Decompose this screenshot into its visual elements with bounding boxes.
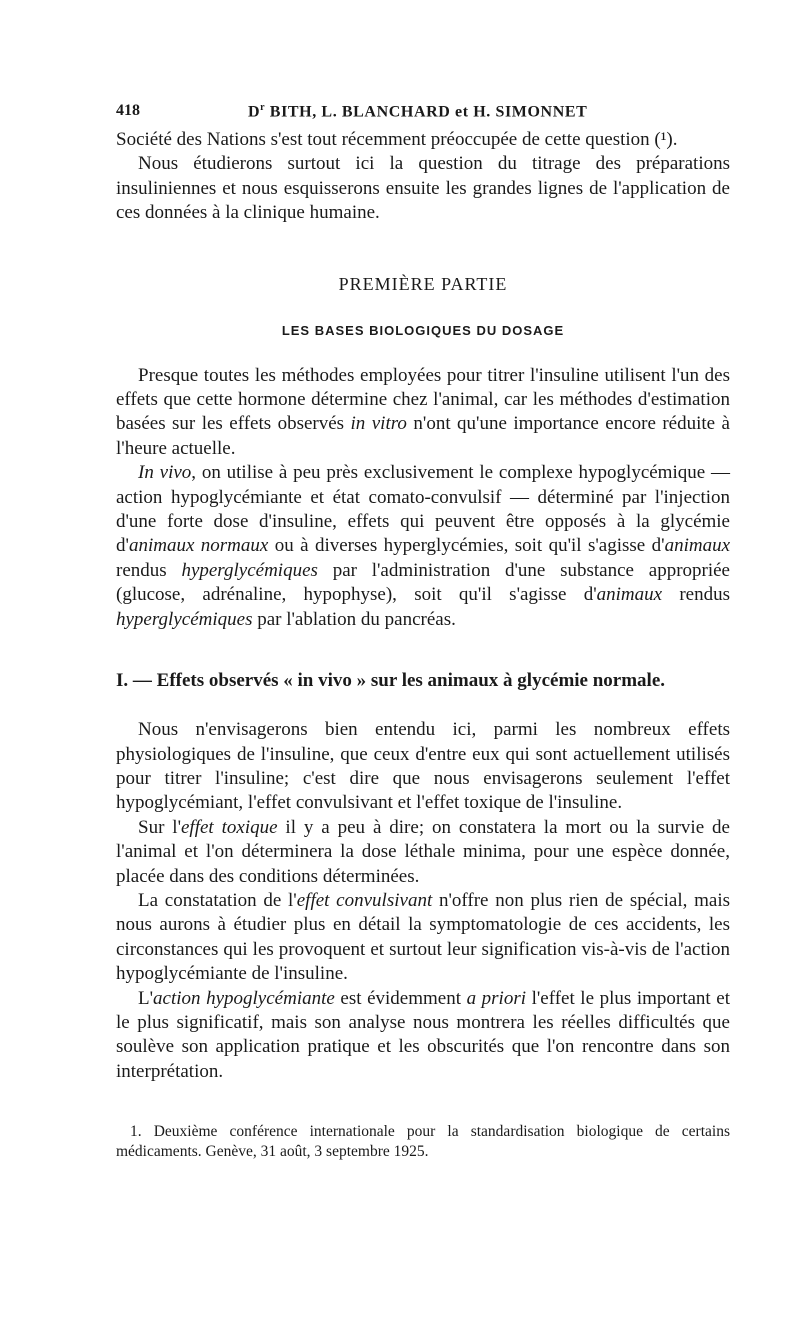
page xyxy=(116,102,730,1162)
authors-dr: D xyxy=(248,103,261,121)
intro-paragraph: Nous étudierons surtout ici la question du titrage des préparations insuliniennes et nous esquisserons ensuite les grandes lignes de l'application de ces données à la clinique humaine. xyxy=(116,153,730,224)
p2-italic-animaux-2: animaux xyxy=(596,584,663,606)
p2-italic-animaux-1: animaux xyxy=(664,535,730,557)
running-header xyxy=(116,102,730,128)
page-number: 418 xyxy=(116,102,140,119)
p6-text-c: est évidemment xyxy=(334,987,467,1009)
footnote-number: 1. xyxy=(130,1123,142,1141)
paragraph-toxic-effect xyxy=(116,816,730,889)
p4-italic: effet toxique xyxy=(181,816,278,838)
p5-text-a: La constatation de l' xyxy=(138,889,297,911)
p2-italic-hyperglycemiques-1: hyperglycémiques xyxy=(181,559,318,581)
p1-italic-in-vitro: in vitro xyxy=(350,413,407,435)
p2-italic-animaux-normaux: animaux normaux xyxy=(128,535,269,557)
footnote-text: Deuxième conférence internationale pour la standardisation biologique de certains médicaments. Genève, 31 août, 3 septembre 1925. xyxy=(116,1123,730,1161)
p4-text-a: Sur l' xyxy=(138,816,181,838)
part-title: PREMIÈRE PARTIE xyxy=(338,273,508,294)
p2-text-h: par l'administration d'une substance appropriée (glucose, adrénaline, hypophyse), soit qu'il s'agisse d' xyxy=(116,559,730,606)
paragraph-effects: Nous n'envisagerons bien entendu ici, parmi les nombreux effets physiologiques de l'insuline, que ceux d'entre eux qui sont actuellement utilisés pour titrer l'insuline; c'est dire que nous envisagerons seulement l'effet hypoglycémiant, l'effet convulsivant et l'effet toxique de l'insuline. xyxy=(116,719,730,814)
p5-italic: effet convulsivant xyxy=(296,889,433,911)
paragraph-hypoglycemic-action xyxy=(116,987,730,1085)
paragraph-convulsive-effect xyxy=(116,889,730,987)
p2-italic-in-vivo: In vivo xyxy=(138,462,192,484)
footnote xyxy=(116,1122,730,1162)
p4-text-c: il y a peu à dire; on constatera la mort ou la survie de l'animal et l'on déterminera la dose léthale minima, pour une espèce donnée, placée dans des conditions déterminées. xyxy=(116,816,730,887)
p1-text-a: Presque toutes les méthodes employées pour titrer l'insuline utilisent l'un des effets que cette hormone détermine chez l'animal, car les méthodes d'estimation basées sur les effets observés xyxy=(116,364,730,435)
intro-line: Société des Nations s'est tout récemment préoccupée de cette question (¹). xyxy=(116,129,678,150)
p2-text-d: ou à diverses hyperglycémies, soit qu'il s'agisse d' xyxy=(268,535,665,557)
section-heading-1: I. — Effets observés « in vivo » sur les animaux à glycémie normale. xyxy=(116,670,666,692)
paragraph-methods xyxy=(116,364,730,462)
authors-dr-sup: r xyxy=(260,102,266,113)
p2-text-f: rendus xyxy=(116,559,182,581)
authors-names: BITH, L. BLANCHARD et H. SIMONNET xyxy=(265,103,588,121)
p1-text-c: n'ont qu'une importance encore réduite à l'heure actuelle. xyxy=(116,413,730,459)
p2-text-j: rendus xyxy=(662,584,731,606)
part-subtitle: LES BASES BIOLOGIQUES DU DOSAGE xyxy=(281,322,565,338)
p6-italic-a-priori: a priori xyxy=(466,987,526,1009)
p5-text-c: n'offre non plus rien de spécial, mais nous aurons à étudier plus en détail la symptomatologie de ces accidents, les circonstances qui les provoquent et surtout leur signification vis-à-vis de l'action hypoglycémiante de l'insuline. xyxy=(116,889,730,985)
p6-italic-action: action hypoglycémiante xyxy=(153,987,335,1009)
p2-text-l: par l'ablation du pancréas. xyxy=(252,608,456,630)
p2-italic-hyperglycemiques-2: hyperglycémiques xyxy=(116,608,253,630)
p6-text-a: L' xyxy=(138,987,154,1009)
p2-text-b: , on utilise à peu près exclusivement le complexe hypoglycémique — action hypoglycémiante et état comato-convulsif — déterminé par l'injection d'une forte dose d'insuline, effets qui peuvent être opposés à la glycémie d' xyxy=(116,462,730,557)
p6-text-e: l'effet le plus important et le plus significatif, mais son analyse nous montrera les réelles difficultés que soulève son application pratique et les obscurités que l'on rencontre dans son interprétation. xyxy=(116,987,730,1082)
running-head-authors xyxy=(248,102,587,121)
paragraph-in-vivo xyxy=(116,461,730,632)
